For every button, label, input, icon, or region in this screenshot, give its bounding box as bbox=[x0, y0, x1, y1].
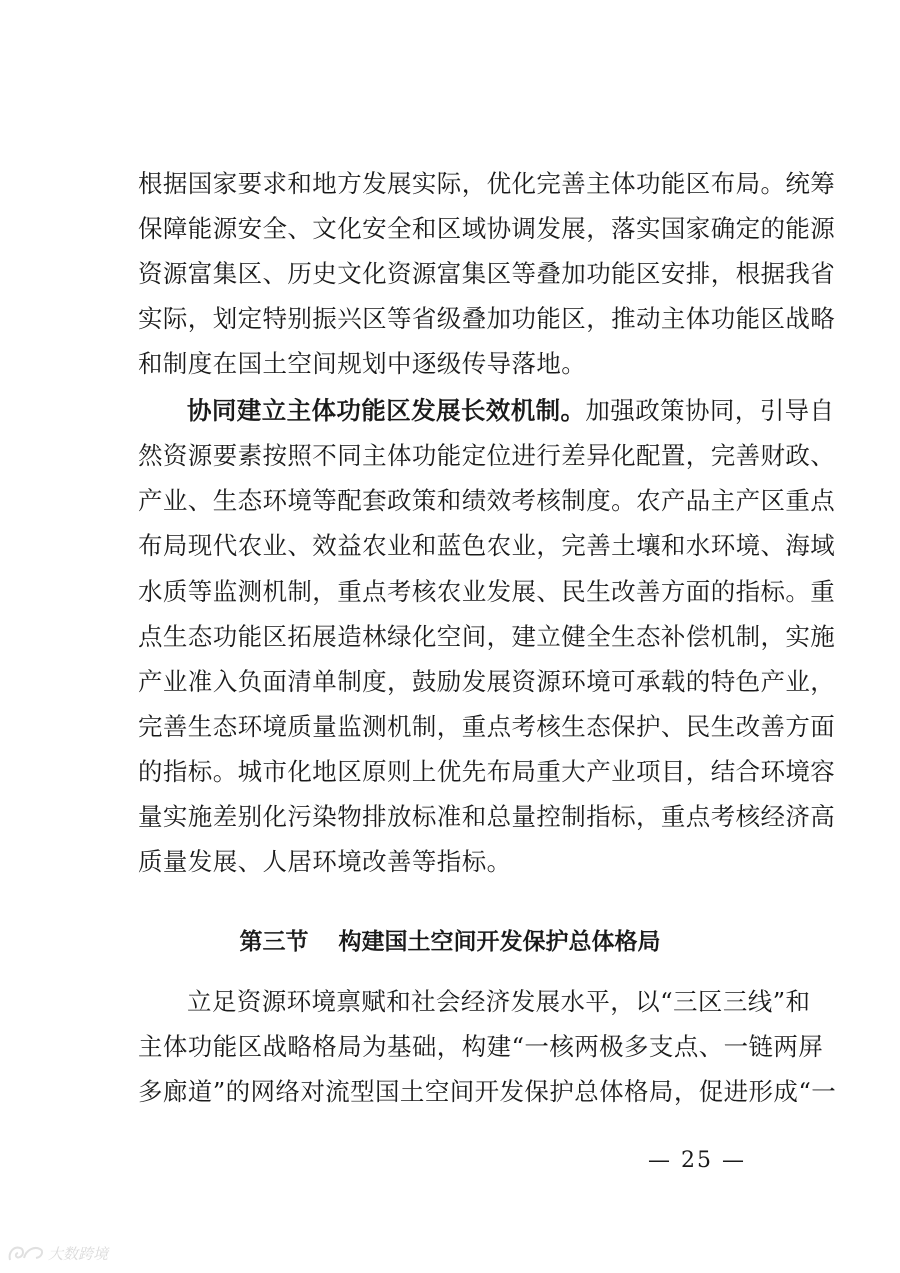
text-line: 完善生态环境质量监测机制，重点考核生态保护、民生改善方面 bbox=[138, 712, 836, 741]
text-line: 多廊道”的网络对流型国土空间开发保护总体格局，促进形成“一 bbox=[138, 1077, 837, 1106]
text-line: 和制度在国土空间规划中逐级传导落地。 bbox=[138, 349, 587, 378]
text-line: 主体功能区战略格局为基础，构建“一核两极多支点、一链两屏 bbox=[138, 1032, 824, 1061]
text-line: 实际，划定特别振兴区等省级叠加功能区，推动主体功能区战略 bbox=[138, 304, 836, 333]
text-line: 资源富集区、历史文化资源富集区等叠加功能区安排，根据我省 bbox=[138, 259, 836, 288]
paragraph-text: 加强政策协同，引导自 bbox=[585, 396, 835, 425]
text-line: 水质等监测机制，重点考核农业发展、民生改善方面的指标。重 bbox=[138, 577, 836, 606]
text-line: 质量发展、人居环境改善等指标。 bbox=[138, 847, 512, 876]
section-heading bbox=[0, 927, 900, 957]
page-number: — 25 — bbox=[648, 1148, 746, 1173]
watermark bbox=[6, 1238, 136, 1268]
logo-icon bbox=[6, 1240, 46, 1266]
text-line: 的指标。城市化地区原则上优先布局重大产业项目，结合环境容 bbox=[138, 757, 836, 786]
section-number: 第三节 bbox=[239, 929, 309, 955]
text-line: 产业准入负面清单制度，鼓励发展资源环境可承载的特色产业， bbox=[138, 667, 836, 696]
text-line: 点生态功能区拓展造林绿化空间，建立健全生态补偿机制，实施 bbox=[138, 622, 836, 651]
text-line: 产业、生态环境等配套政策和绩效考核制度。农产品主产区重点 bbox=[138, 486, 836, 515]
text-line: 根据国家要求和地方发展实际，优化完善主体功能区布局。统筹 bbox=[138, 169, 836, 198]
text-line: 保障能源安全、文化安全和区域协调发展，落实国家确定的能源 bbox=[138, 214, 836, 243]
text-line: 量实施差别化污染物排放标准和总量控制指标，重点考核经济高 bbox=[138, 802, 836, 831]
text-line bbox=[187, 396, 834, 426]
section-title: 构建国土空间开发保护总体格局 bbox=[338, 929, 661, 955]
watermark-text: 大数跨境 bbox=[48, 1244, 109, 1263]
text-line: 布局现代农业、效益农业和蓝色农业，完善土壤和水环境、海域 bbox=[138, 531, 836, 560]
text-line: 然资源要素按照不同主体功能定位进行差异化配置，完善财政、 bbox=[138, 441, 836, 470]
paragraph-lead: 协同建立主体功能区发展长效机制。 bbox=[187, 396, 586, 425]
text-line: 立足资源环境禀赋和社会经济发展水平，以“三区三线”和 bbox=[187, 987, 811, 1016]
